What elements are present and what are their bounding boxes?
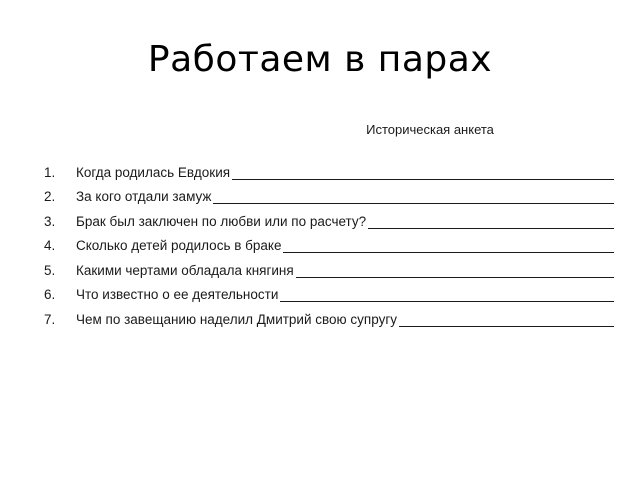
question-item-7	[44, 305, 614, 330]
question-text: Что известно о ее деятельности	[76, 287, 279, 302]
question-list	[44, 158, 614, 330]
question-number: 2.	[44, 189, 56, 204]
question-number: 5.	[44, 262, 56, 278]
question-item-5	[44, 256, 614, 281]
question-item-6	[44, 281, 614, 306]
slide-title: Работаем в парах	[147, 39, 493, 80]
question-number: 4.	[44, 238, 56, 253]
question-number: 6.	[44, 287, 56, 302]
survey-title: Историческая анкета	[366, 122, 494, 137]
question-text: Когда родилась Евдокия	[76, 164, 231, 180]
question-item-1	[44, 158, 614, 183]
question-text: Сколько детей родилось в браке	[76, 238, 282, 253]
answer-line	[296, 263, 614, 278]
answer-line	[213, 189, 614, 204]
question-text: Брак был заключен по любви или по расчету?	[76, 213, 367, 229]
answer-line	[368, 214, 614, 229]
question-number: 7.	[44, 311, 56, 327]
answer-line	[280, 287, 614, 302]
question-item-2	[44, 183, 614, 208]
question-text: Чем по завещанию наделил Дмитрий свою супругу	[76, 311, 398, 327]
question-item-4	[44, 232, 614, 257]
answer-line	[232, 165, 614, 180]
question-text: За кого отдали замуж	[76, 189, 212, 204]
question-number: 1.	[44, 164, 56, 180]
question-item-3	[44, 207, 614, 232]
answer-line	[283, 238, 614, 253]
answer-line	[399, 312, 614, 327]
question-number: 3.	[44, 213, 56, 229]
question-text: Какими чертами обладала княгиня	[76, 262, 294, 278]
